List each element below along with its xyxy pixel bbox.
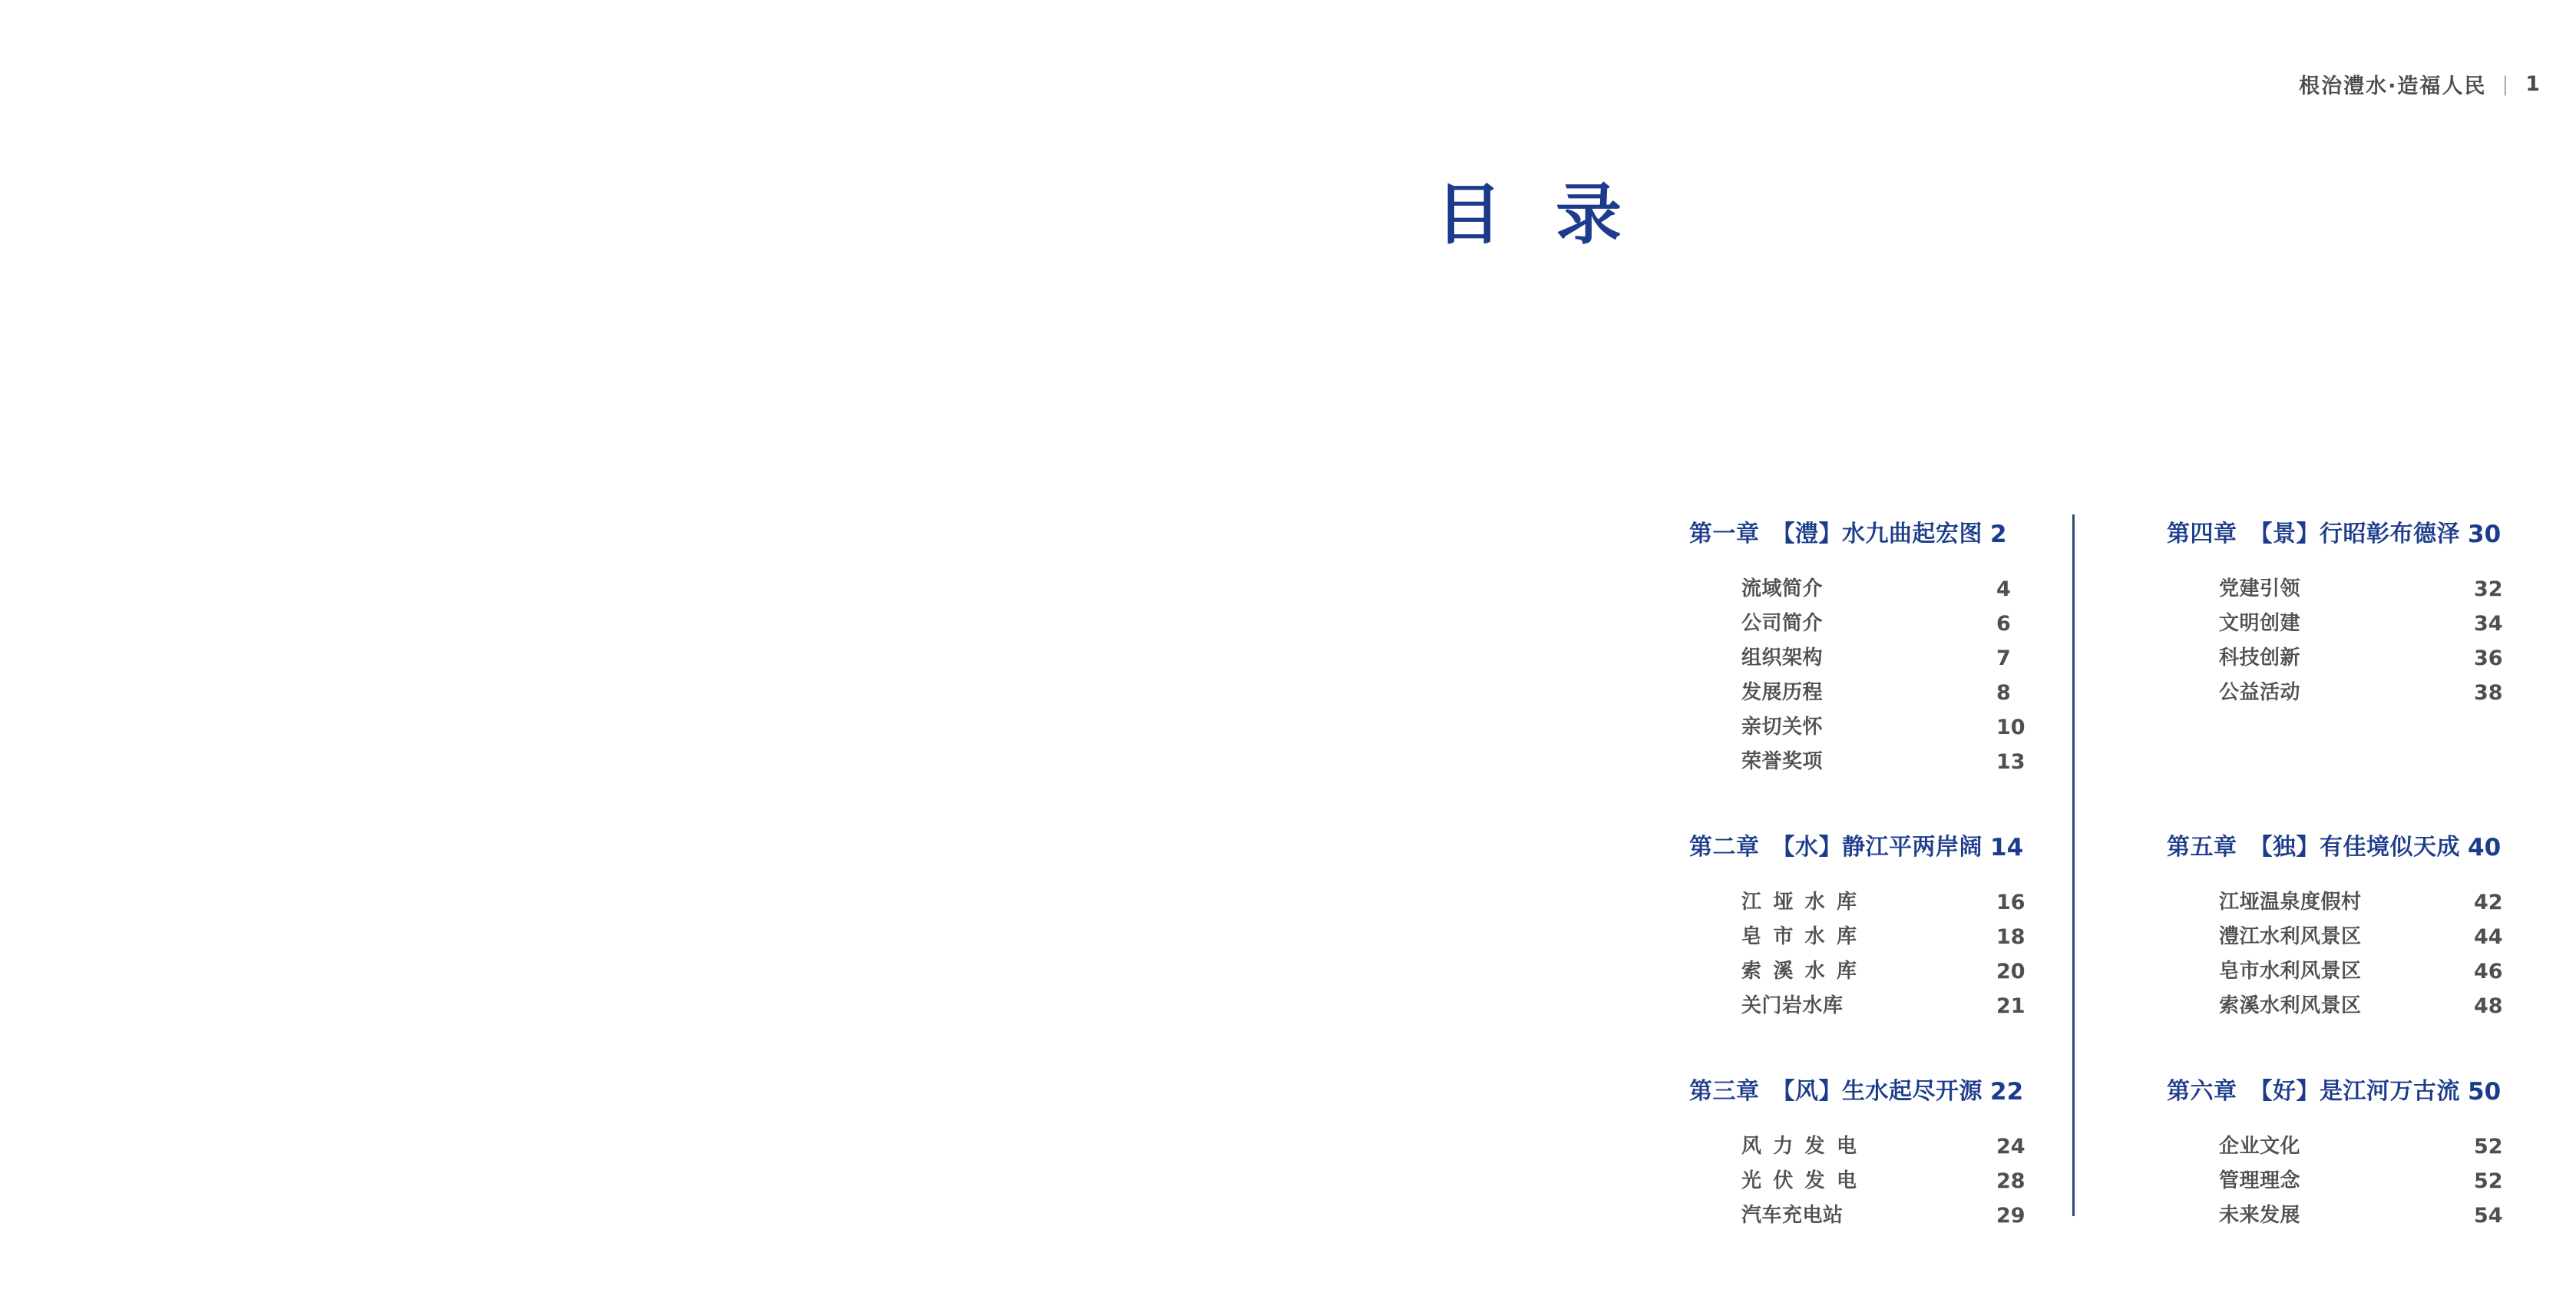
chapter-items bbox=[1689, 885, 2058, 1023]
toc-chapter bbox=[1689, 1073, 2058, 1233]
toc-item[interactable] bbox=[2167, 641, 2535, 676]
toc-item-label: 索溪水库 bbox=[1741, 960, 1857, 983]
toc-item-page-number: 28 bbox=[1996, 1169, 2025, 1193]
toc-item[interactable] bbox=[2167, 607, 2535, 641]
toc-column-left bbox=[1689, 516, 2058, 1253]
toc-item-page-number: 20 bbox=[1996, 960, 2025, 984]
chapter-label: 第五章 bbox=[2167, 834, 2237, 861]
toc-item[interactable] bbox=[2167, 1199, 2535, 1233]
toc-chapter bbox=[1689, 829, 2058, 1023]
toc-item-label: 亲切关怀 bbox=[1741, 716, 1824, 739]
chapter-title: 【水】静江平两岸阔 bbox=[1771, 834, 1982, 861]
chapter-heading[interactable] bbox=[1689, 516, 2058, 553]
chapter-items bbox=[1689, 572, 2058, 779]
toc-item[interactable] bbox=[1689, 641, 2058, 676]
toc-item-label: 皂市水利风景区 bbox=[2219, 960, 2362, 983]
toc-item-page-number: 32 bbox=[2474, 577, 2503, 601]
toc-item-label: 组织架构 bbox=[1741, 646, 1824, 670]
toc-chapter bbox=[2167, 829, 2535, 1023]
toc-item[interactable] bbox=[1689, 989, 2058, 1023]
toc-item[interactable] bbox=[2167, 572, 2535, 607]
chapter-items bbox=[2167, 1129, 2535, 1233]
chapter-label: 第六章 bbox=[2167, 1078, 2237, 1105]
chapter-title: 【独】有佳境似天成 bbox=[2249, 834, 2460, 861]
toc-item-label: 管理理念 bbox=[2219, 1169, 2301, 1192]
toc-item-label: 公益活动 bbox=[2219, 681, 2301, 704]
chapter-heading[interactable] bbox=[1689, 829, 2058, 866]
chapter-heading[interactable] bbox=[2167, 1073, 2535, 1110]
toc-item[interactable] bbox=[1689, 920, 2058, 954]
toc-item-page-number: 44 bbox=[2474, 925, 2503, 949]
toc-item-page-number: 52 bbox=[2474, 1169, 2503, 1193]
toc-item-label: 皂市水库 bbox=[1741, 925, 1857, 948]
chapter-page-number: 40 bbox=[2468, 834, 2502, 861]
chapter-label: 第二章 bbox=[1689, 834, 1760, 861]
header-slogan: 根治澧水·造福人民 bbox=[2299, 74, 2487, 98]
chapter-label: 第三章 bbox=[1689, 1078, 1760, 1105]
chapter-page-number: 30 bbox=[2468, 521, 2502, 548]
toc-item-page-number: 38 bbox=[2474, 681, 2503, 705]
chapter-label: 第四章 bbox=[2167, 521, 2237, 547]
toc-item-page-number: 29 bbox=[1996, 1204, 2025, 1228]
toc-item-label: 光伏发电 bbox=[1741, 1169, 1857, 1192]
toc-item-page-number: 18 bbox=[1996, 925, 2025, 949]
chapter-label: 第一章 bbox=[1689, 521, 1760, 547]
toc-item-page-number: 46 bbox=[2474, 960, 2503, 984]
chapter-page-number: 14 bbox=[1990, 834, 2024, 861]
toc-item[interactable] bbox=[1689, 676, 2058, 710]
toc-item-page-number: 16 bbox=[1996, 891, 2025, 914]
toc-item-page-number: 36 bbox=[2474, 646, 2503, 670]
toc-chapter bbox=[2167, 516, 2535, 710]
toc-chapter bbox=[2167, 1073, 2535, 1233]
chapter-items bbox=[1689, 1129, 2058, 1233]
toc-item-label: 发展历程 bbox=[1741, 681, 1824, 704]
toc-item-page-number: 10 bbox=[1996, 716, 2025, 739]
toc-item[interactable] bbox=[1689, 572, 2058, 607]
toc-item-label: 公司简介 bbox=[1741, 612, 1824, 635]
toc-item[interactable] bbox=[2167, 989, 2535, 1023]
toc-item[interactable] bbox=[1689, 745, 2058, 779]
toc-item[interactable] bbox=[2167, 1164, 2535, 1199]
toc-item-page-number: 21 bbox=[1996, 994, 2025, 1018]
chapter-page-number: 22 bbox=[1990, 1078, 2024, 1106]
toc-item-label: 江垭水库 bbox=[1741, 891, 1857, 914]
toc-item[interactable] bbox=[1689, 954, 2058, 989]
chapter-title: 【景】行昭彰布德泽 bbox=[2249, 521, 2460, 547]
toc-item-page-number: 4 bbox=[1996, 577, 2011, 601]
toc-item-label: 党建引领 bbox=[2219, 577, 2301, 600]
chapter-heading[interactable] bbox=[1689, 1073, 2058, 1110]
toc-item[interactable] bbox=[1689, 607, 2058, 641]
toc-item[interactable] bbox=[2167, 885, 2535, 920]
toc-item-label: 澧江水利风景区 bbox=[2219, 925, 2362, 948]
toc-item-label: 江垭温泉度假村 bbox=[2219, 891, 2362, 914]
toc-item[interactable] bbox=[2167, 676, 2535, 710]
header-page-number: 1 bbox=[2525, 72, 2541, 96]
toc-item-page-number: 42 bbox=[2474, 891, 2503, 914]
toc-item-page-number: 48 bbox=[2474, 994, 2503, 1018]
toc-item[interactable] bbox=[1689, 1199, 2058, 1233]
running-head bbox=[2299, 69, 2541, 99]
toc-item-page-number: 34 bbox=[2474, 612, 2503, 636]
chapter-title: 【好】是江河万古流 bbox=[2249, 1078, 2460, 1105]
toc-item-page-number: 6 bbox=[1996, 612, 2011, 636]
chapter-title: 【澧】水九曲起宏图 bbox=[1771, 521, 1982, 547]
chapter-heading[interactable] bbox=[2167, 516, 2535, 553]
toc-item-page-number: 7 bbox=[1996, 646, 2011, 670]
chapter-page-number: 50 bbox=[2468, 1078, 2502, 1106]
column-divider bbox=[2072, 514, 2075, 1216]
toc-item-label: 索溪水利风景区 bbox=[2219, 994, 2362, 1017]
chapter-heading[interactable] bbox=[2167, 829, 2535, 866]
toc-item-label: 企业文化 bbox=[2219, 1135, 2301, 1158]
toc-item-label: 文明创建 bbox=[2219, 612, 2301, 635]
header-separator: | bbox=[2502, 72, 2511, 96]
toc-item-label: 风力发电 bbox=[1741, 1135, 1857, 1158]
page-title: 目 录 bbox=[1436, 177, 1624, 253]
toc-item-label: 关门岩水库 bbox=[1741, 994, 1844, 1017]
toc-column-right bbox=[2167, 516, 2535, 1253]
toc-item-page-number: 24 bbox=[1996, 1135, 2025, 1159]
toc-item-label: 科技创新 bbox=[2219, 646, 2301, 670]
toc-item-label: 荣誉奖项 bbox=[1741, 750, 1824, 773]
toc-item[interactable] bbox=[1689, 1129, 2058, 1164]
toc-item-page-number: 52 bbox=[2474, 1135, 2503, 1159]
toc-item[interactable] bbox=[1689, 710, 2058, 745]
toc-item-page-number: 8 bbox=[1996, 681, 2011, 705]
toc-item-page-number: 13 bbox=[1996, 750, 2025, 774]
toc-item-page-number: 54 bbox=[2474, 1204, 2503, 1228]
toc-item[interactable] bbox=[2167, 954, 2535, 989]
chapter-items bbox=[2167, 885, 2535, 1023]
chapter-items bbox=[2167, 572, 2535, 710]
chapter-page-number: 2 bbox=[1990, 521, 2007, 548]
toc-item-label: 未来发展 bbox=[2219, 1204, 2301, 1227]
chapter-title: 【风】生水起尽开源 bbox=[1771, 1078, 1982, 1105]
toc-item[interactable] bbox=[1689, 1164, 2058, 1199]
toc-item[interactable] bbox=[2167, 1129, 2535, 1164]
toc-item-label: 流域简介 bbox=[1741, 577, 1824, 600]
toc-item-label: 汽车充电站 bbox=[1741, 1204, 1844, 1227]
toc-chapter bbox=[1689, 516, 2058, 779]
toc-item[interactable] bbox=[1689, 885, 2058, 920]
toc-item[interactable] bbox=[2167, 920, 2535, 954]
